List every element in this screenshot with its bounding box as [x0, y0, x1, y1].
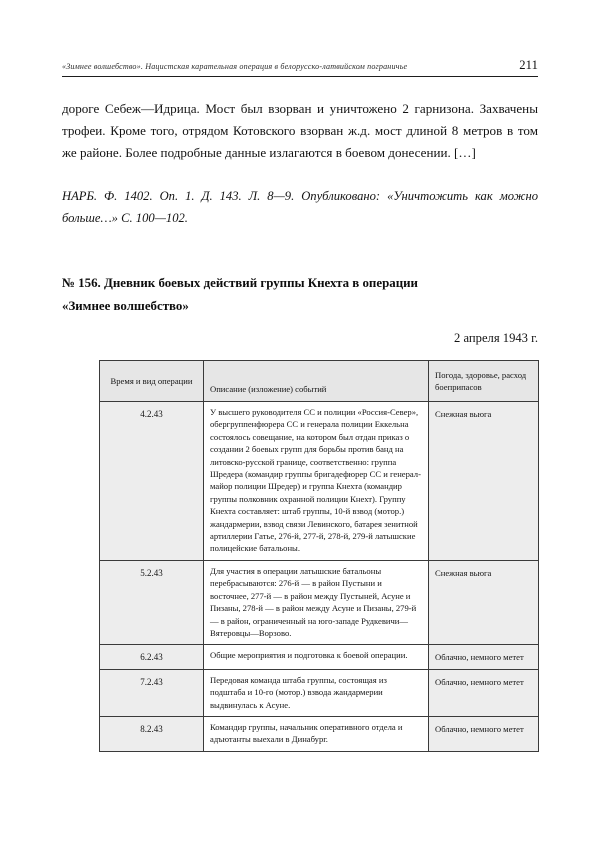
cell-description: Командир группы, начальник оперативного отдела и адъютанты выехали в Динабург. [204, 716, 429, 751]
document-heading-line-2: «Зимнее волшебство» [62, 298, 189, 313]
document-heading-line-1: № 156. Дневник боевых действий группы Кнехта в операции [62, 276, 418, 290]
column-header-weather: Погода, здоровье, расход боеприпасов [429, 361, 539, 402]
cell-time: 7.2.43 [100, 669, 204, 716]
running-header [62, 58, 538, 73]
column-header-time: Время и вид операции [100, 361, 204, 402]
cell-description: У высшего руководителя СС и полиции «Россия-Север», обергруппенфюрера СС и генерала полиции Еккельна состоялось совещание, на котором был отдан приказ о создании 2 боевых групп для борьбы против банд на литовско-русской границе, соответственно: группа Шредера (командир группы бригадефюрер СС и генерал-майор полиции Шредер) и группа Кнехта (командир группы полковник охранной полиции Кнехт). Группу Кнехта составляет: штаб группы, 10-й взвод (мотор.) жандармерии, взвод связи Левинского, батарея зенитной артиллерии Гатье, 276-й, 277-й, 278-й, 279-й латышские полицейские батальоны. [204, 402, 429, 561]
document-heading [62, 272, 560, 317]
header-rule [62, 76, 538, 77]
cell-weather: Снежная вьюга [429, 560, 539, 644]
cell-description: Передовая команда штаба группы, состоящая из подштаба и 10-го (мотор.) взвода жандармерии выдвинулась к Асуне. [204, 669, 429, 716]
war-diary-table [99, 360, 539, 752]
cell-time: 4.2.43 [100, 402, 204, 561]
table-row [100, 716, 539, 751]
running-header-title: «Зимнее волшебство». Нацистская карательная операция в белорусско-латвийском пограничье [62, 62, 408, 71]
body-paragraph: дороге Себеж—Идрица. Мост был взорван и уничтожено 2 гарнизона. Захвачены трофеи. Кроме того, отрядом Котовского взорван ж.д. мост длиной 8 метров в том же районе. Более подробные данные излагаются в боевом донесении. […] [62, 101, 538, 161]
cell-weather: Снежная вьюга [429, 402, 539, 561]
archival-citation: НАРБ. Ф. 1402. Оп. 1. Д. 143. Л. 8—9. Опубликовано: «Уничтожить как можно больше…» С. 100—102. [62, 189, 538, 226]
cell-weather: Облачно, немного метет [429, 645, 539, 669]
cell-time: 8.2.43 [100, 716, 204, 751]
cell-weather: Облачно, немного метет [429, 669, 539, 716]
table-row [100, 402, 539, 561]
page-number: 211 [519, 58, 538, 72]
cell-weather: Облачно, немного метет [429, 716, 539, 751]
table-row [100, 669, 539, 716]
document-date: 2 апреля 1943 г. [454, 331, 538, 345]
table-row [100, 560, 539, 644]
cell-description: Общие мероприятия и подготовка к боевой операции. [204, 645, 429, 669]
cell-time: 6.2.43 [100, 645, 204, 669]
cell-time: 5.2.43 [100, 560, 204, 644]
table-header-row [100, 361, 539, 402]
cell-description: Для участия в операции латышские батальоны перебрасываются: 276-й — в район Пустыни и восточнее, 277-й — в район между Пустыней, Асуне и Пизаны, 278-й — в район между Асуне и Пизаны, 279-й — в район, ограниченный на юго-западе Рудкевичи—Вятеровцы—Ворзово. [204, 560, 429, 644]
column-header-description: Описание (изложение) событий [204, 361, 429, 402]
table-row [100, 645, 539, 669]
